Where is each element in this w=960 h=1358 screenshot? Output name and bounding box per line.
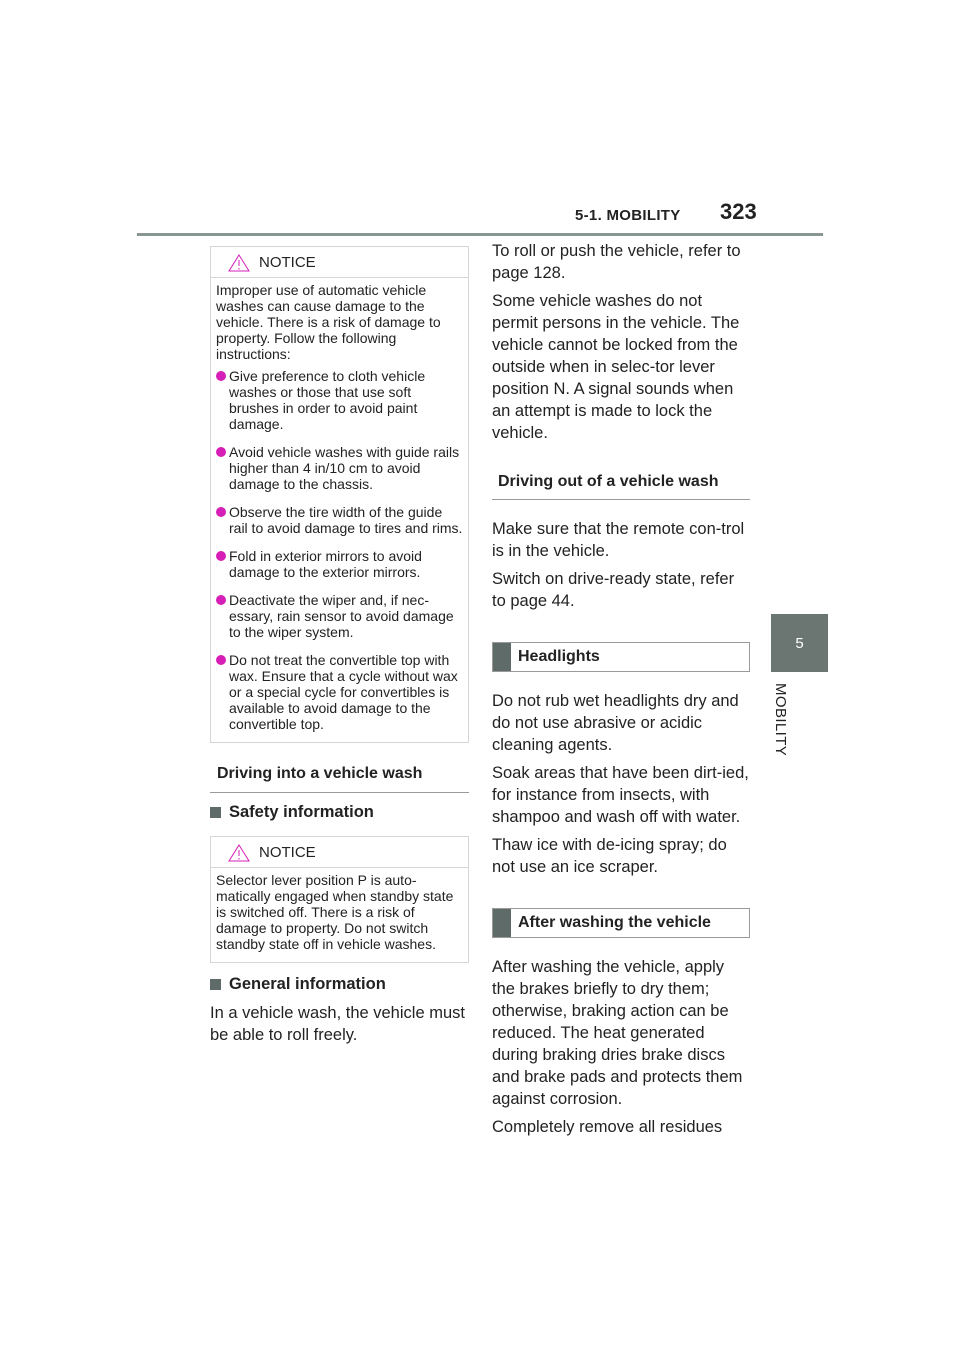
notice-body <box>211 868 468 962</box>
heading-headlights <box>492 642 750 672</box>
subheading-safety <box>210 803 469 822</box>
square-bullet-icon <box>210 807 221 818</box>
notice-box-1 <box>210 246 469 743</box>
heading-driving-into: Driving into a vehicle wash <box>210 755 469 793</box>
subheading-general <box>210 975 469 994</box>
bullet-icon <box>216 371 226 381</box>
heading-after-washing <box>492 908 750 938</box>
bullet-icon <box>216 551 226 561</box>
list-item <box>216 368 463 432</box>
bullet-text: Give preference to cloth vehicle washes or those that use soft brushes in order to avoid paint damage. <box>229 368 426 432</box>
chapter-tab-label: MOBILITY <box>772 683 789 757</box>
notice-box-2 <box>210 836 469 963</box>
page-number: 323 <box>720 199 757 224</box>
paragraph: After washing the vehicle, apply the brakes briefly to dry them; otherwise, braking action can be reduced. The heat generated during braking dries brake discs and brake pads and protects them against corrosion. <box>492 958 743 1108</box>
paragraph: Some vehicle washes do not permit persons in the vehicle. The vehicle cannot be locked from the outside when in selec-tor lever position N. A signal sounds when an attempt is made to lock the vehicle. <box>492 292 740 442</box>
chapter-tab-label-wrap <box>772 683 792 773</box>
list-item <box>216 652 463 732</box>
subheading-text: General information <box>229 975 386 993</box>
notice-title: NOTICE <box>259 844 316 861</box>
warning-icon <box>228 254 250 272</box>
paragraph: To roll or push the vehicle, refer to page 128. <box>492 242 741 282</box>
heading-bar <box>493 909 511 937</box>
right-column <box>492 240 750 1144</box>
heading-text: After washing the vehicle <box>518 914 711 931</box>
paragraph: Do not rub wet headlights dry and do not use abrasive or acidic cleaning agents. <box>492 692 739 754</box>
list-item <box>216 548 463 580</box>
notice-intro: Improper use of automatic vehicle washes can cause damage to the vehicle. There is a risk of damage to property. Follow the following instructions: <box>216 282 441 362</box>
bullet-icon <box>216 447 226 457</box>
left-column <box>210 246 469 1052</box>
header-divider <box>137 233 823 236</box>
heading-driving-out: Driving out of a vehicle wash <box>492 464 750 500</box>
bullet-text: Fold in exterior mirrors to avoid damage to the exterior mirrors. <box>229 548 422 580</box>
list-item <box>216 504 463 536</box>
notice-body <box>211 278 468 742</box>
paragraph: Thaw ice with de-icing spray; do not use an ice scraper. <box>492 836 727 876</box>
bullet-text: Avoid vehicle washes with guide rails higher than 4 in/10 cm to avoid damage to the chassis. <box>229 444 460 492</box>
paragraph: Completely remove all residues <box>492 1118 723 1136</box>
list-item <box>216 444 463 492</box>
section-title: 5-1. MOBILITY <box>575 207 681 224</box>
notice-title: NOTICE <box>259 254 316 271</box>
notice-header <box>211 837 468 868</box>
bullet-text: Do not treat the convertible top with wax. Ensure that a cycle without wax or a special cycle for convertibles is available to avoid damage to the convertible top. <box>229 652 458 732</box>
paragraph: Switch on drive-ready state, refer to page 44. <box>492 570 735 610</box>
heading-bar <box>493 643 511 671</box>
paragraph: Make sure that the remote con-trol is in the vehicle. <box>492 520 745 560</box>
chapter-tab-number: 5 <box>795 634 804 652</box>
bullet-icon <box>216 507 226 517</box>
notice-header <box>211 247 468 278</box>
general-info-text: In a vehicle wash, the vehicle must be able to roll freely. <box>210 1004 465 1044</box>
warning-icon <box>228 844 250 862</box>
square-bullet-icon <box>210 979 221 990</box>
bullet-text: Deactivate the wiper and, if nec-essary, rain sensor to avoid damage to the wiper system. <box>229 592 454 640</box>
bullet-icon <box>216 655 226 665</box>
bullet-text: Observe the tire width of the guide rail to avoid damage to tires and rims. <box>229 504 463 536</box>
chapter-tab <box>771 614 828 672</box>
paragraph: Soak areas that have been dirt-ied, for instance from insects, with shampoo and wash off with water. <box>492 764 749 826</box>
list-item <box>216 592 463 640</box>
subheading-text: Safety information <box>229 803 374 821</box>
bullet-icon <box>216 595 226 605</box>
notice-bullets <box>216 368 463 732</box>
heading-text: Headlights <box>518 648 600 665</box>
notice-text: Selector lever position P is auto-matically engaged when standby state is switched off. There is a risk of damage to property. Do not switch standby state off in vehicle washes. <box>216 872 454 952</box>
